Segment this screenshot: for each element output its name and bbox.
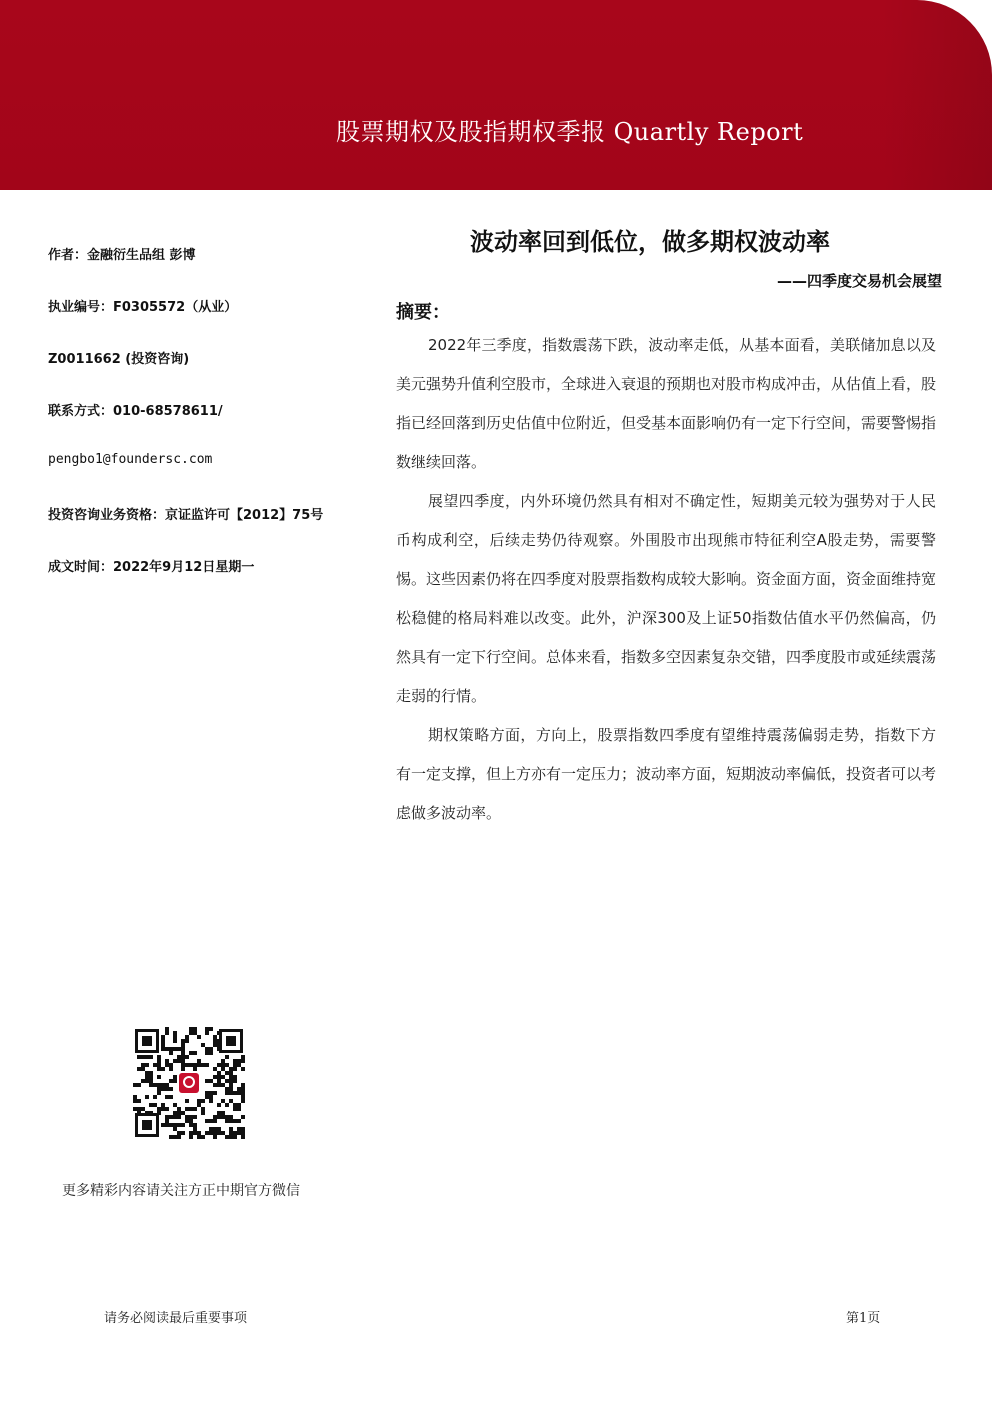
author-line: 作者：金融衍生品组 彭博 <box>48 248 196 263</box>
contact-email[interactable]: pengbo1@foundersc.com <box>48 452 213 467</box>
wechat-qr-code <box>133 1027 245 1139</box>
license-number: 执业编号：F0305572（从业） <box>48 300 238 315</box>
abstract-paragraph-3: 期权策略方面，方向上，股票指数四季度有望维持震荡偏弱走势，指数下方有一定支撑，但上方亦有一定压力；波动率方面，短期波动率偏低，投资者可以考虑做多波动率。 <box>396 726 937 822</box>
report-subtitle: ——四季度交易机会展望 <box>776 272 942 290</box>
abstract-body <box>396 326 936 833</box>
written-date: 成文时间：2022年9月12日星期一 <box>48 560 255 575</box>
header-banner <box>0 0 992 190</box>
qr-caption: 更多精彩内容请关注方正中期官方微信 <box>62 1183 300 1199</box>
abstract-paragraph-1: 2022年三季度，指数震荡下跌，波动率走低，从基本面看，美联储加息以及美元强势升值利空股市，全球进入衰退的预期也对股市构成冲击，从估值上看，股指已经回落到历史估值中位附近，但受基本面影响仍有一定下行空间，需要警惕指数继续回落。 <box>396 336 937 471</box>
page-number: 第1页 <box>846 1311 881 1326</box>
abstract-paragraph-2: 展望四季度，内外环境仍然具有相对不确定性，短期美元较为强势对于人民币构成利空，后续走势仍待观察。外围股市出现熊市特征利空A股走势，需要警惕。这些因素仍将在四季度对股票指数构成较大影响。资金面方面，资金面维持宽松稳健的格局料难以改变。此外，沪深300及上证50指数估值水平仍然偏高，仍然具有一定下行空间。总体来看，指数多空因素复杂交错，四季度股市或延续震荡走弱的行情。 <box>396 492 937 705</box>
banner-shade <box>882 0 992 190</box>
contact-phone: 联系方式：010-68578611/ <box>48 404 223 419</box>
qualification-line: 投资咨询业务资格：京证监许可【2012】75号 <box>48 508 324 523</box>
banner-title: 股票期权及股指期权季报 Quartly Report <box>336 118 804 146</box>
report-title: 波动率回到低位，做多期权波动率 <box>470 228 830 256</box>
abstract-heading: 摘要： <box>396 302 450 323</box>
qr-code-image <box>133 1027 245 1139</box>
consult-number: Z0011662 (投资咨询) <box>48 352 190 367</box>
footer-disclaimer: 请务必阅读最后重要事项 <box>104 1311 248 1326</box>
